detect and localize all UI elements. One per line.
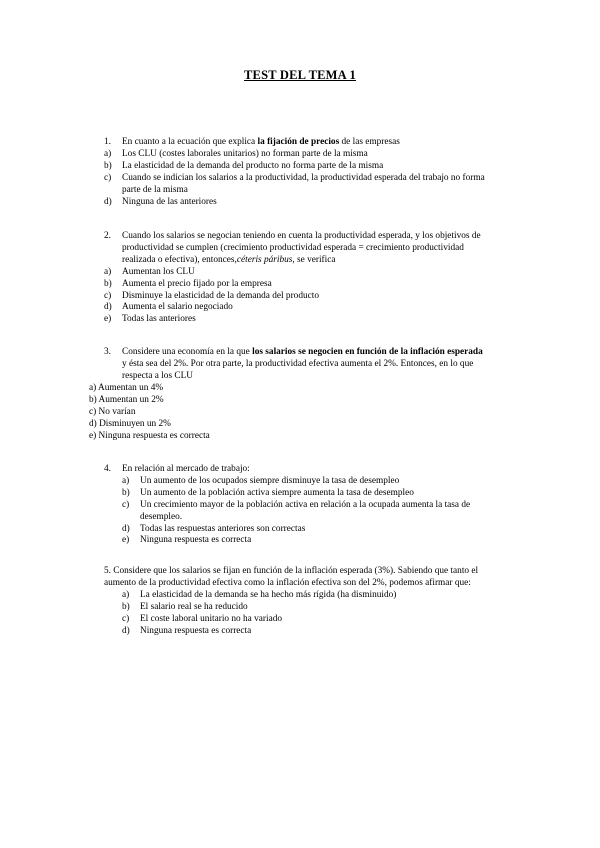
question-number: 4. [104,464,111,474]
option-label: a) [122,475,130,486]
question-number: 2. [104,231,111,241]
option-d [104,197,524,209]
option-text: Ninguna respuesta es correcta [140,625,252,636]
option-d: d) Disminuyen un 2% [89,418,171,429]
option-text: Aumenta el precio fijado por la empresa [122,278,272,289]
question-2 [104,231,524,326]
option-label: d) [104,302,112,313]
option-e [104,314,524,326]
option-text: Los CLU (costes laborales unitarios) no forman parte de la misma [122,148,368,159]
option-label: d) [122,523,130,534]
question-4 [104,464,524,547]
option-text: El salario real se ha reducido [140,601,248,612]
option-c [104,500,524,512]
option-label: d) [104,196,112,207]
option-label: a) [104,148,112,159]
option-text: Un crecimiento mayor de la población activa en relación a la ocupada aumenta la tasa de [140,499,471,510]
option-text: El coste laboral unitario no ha variado [140,613,282,624]
option-text: Cuando se indician los salarios a la productividad, la productividad esperada del trabajo no forma [122,172,485,183]
option-b: b) Aumentan un 2% [89,394,164,405]
option-label: a) [104,266,112,277]
option-text: Todas las respuestas anteriores son correctas [140,523,306,534]
option-b [104,602,524,614]
question-3-options [89,383,509,443]
stem-part: realizada o efectiva), entonces, [122,254,237,265]
stem-text [122,137,400,149]
stem-text: En relación al mercado de trabajo: [122,464,250,474]
option-a: a) Aumentan un 4% [89,383,164,393]
question-5-stem-line-1: 5. Considere que los salarios se fijan en función de la inflación esperada (3%). Sabiendo que tanto el [104,566,479,576]
question-3-stem-line-3: respecta a los CLU [122,370,193,381]
stem-part: , se verifica [292,254,336,265]
option-b [104,279,524,291]
stem-text [122,347,483,359]
option-a [104,149,524,161]
option-label: b) [122,487,130,498]
question-3 [104,347,524,383]
question-number: 1. [104,137,111,147]
stem-italic: céteris páribus [236,254,293,265]
stem-part: En cuanto a la ecuación que explica [122,137,258,147]
option-text: Aumenta el salario negociado [122,302,233,313]
option-b [104,161,524,173]
question-2-stem-line-3 [104,255,524,267]
option-label: d) [122,625,130,636]
question-number: 3. [104,347,111,357]
option-text: Ninguna de las anteriores [122,196,217,207]
option-label: c) [122,613,130,624]
option-e: e) Ninguna respuesta es correcta [89,430,210,441]
option-text: desempleo. [140,511,183,522]
option-a [104,590,524,602]
option-c [104,173,524,185]
question-4-stem [104,464,524,476]
option-label: e) [104,314,112,325]
question-3-stem-line-1 [104,347,524,359]
stem-part: Considere una economía en la que [122,347,253,357]
option-text: Un aumento de la población activa siempre aumenta la tasa de desempleo [140,487,414,498]
option-label: c) [104,172,112,183]
option-label: b) [122,601,130,612]
option-label: c) [122,499,130,510]
stem-part: de las empresas [339,137,400,147]
stem-bold: los salarios se negocien en función de la inflación esperada [252,347,483,357]
option-e [104,535,524,547]
option-c [104,614,524,626]
option-label: e) [122,535,130,546]
option-c-continuation: parte de la misma [122,184,188,195]
page-title: TEST DEL TEMA 1 [244,68,356,82]
option-text: Todas las anteriores [122,314,196,325]
question-3-stem-line-2: y ésta sea del 2%. Por otra parte, la productividad efectiva aumenta el 2%. Entonces, en lo que [122,358,474,369]
option-c-continuation [104,512,524,524]
option-text: Aumentan los CLU [122,266,195,277]
option-label: b) [104,278,112,289]
option-text: La elasticidad de la demanda se ha hecho más rígida (ha disminuido) [140,589,397,600]
option-text: Ninguna respuesta es correcta [140,535,252,546]
option-text: La elasticidad de la demanda del producto no forma parte de la misma [122,160,384,171]
question-1-stem [104,137,524,149]
option-a [104,476,524,488]
option-a [104,267,524,279]
option-c [104,291,524,303]
option-b [104,488,524,500]
question-5-stem-line-2: aumento de la productividad efectiva como la inflación efectiva son del 2%, podemos afirmar que: [104,577,471,588]
question-2-stem-line-1 [104,231,524,243]
option-label: b) [104,160,112,171]
option-label: c) [104,290,112,301]
question-5 [104,566,524,637]
option-d [104,524,524,536]
stem-bold: la fijación de precios [257,137,340,147]
option-d [104,302,524,314]
option-d [104,626,524,638]
option-text: Un aumento de los ocupados siempre disminuye la tasa de desempleo [140,475,400,486]
option-label: a) [122,589,130,600]
option-c: c) No varían [89,406,136,417]
stem-text: Cuando los salarios se negocian teniendo en cuenta la productividad esperada, y los objetivos de [122,231,481,241]
question-2-stem-line-2: productividad se cumplen (crecimiento productividad esperada = crecimiento productividad [122,242,464,253]
option-text: Disminuye la elasticidad de la demanda del producto [122,290,319,301]
question-1 [104,137,524,208]
